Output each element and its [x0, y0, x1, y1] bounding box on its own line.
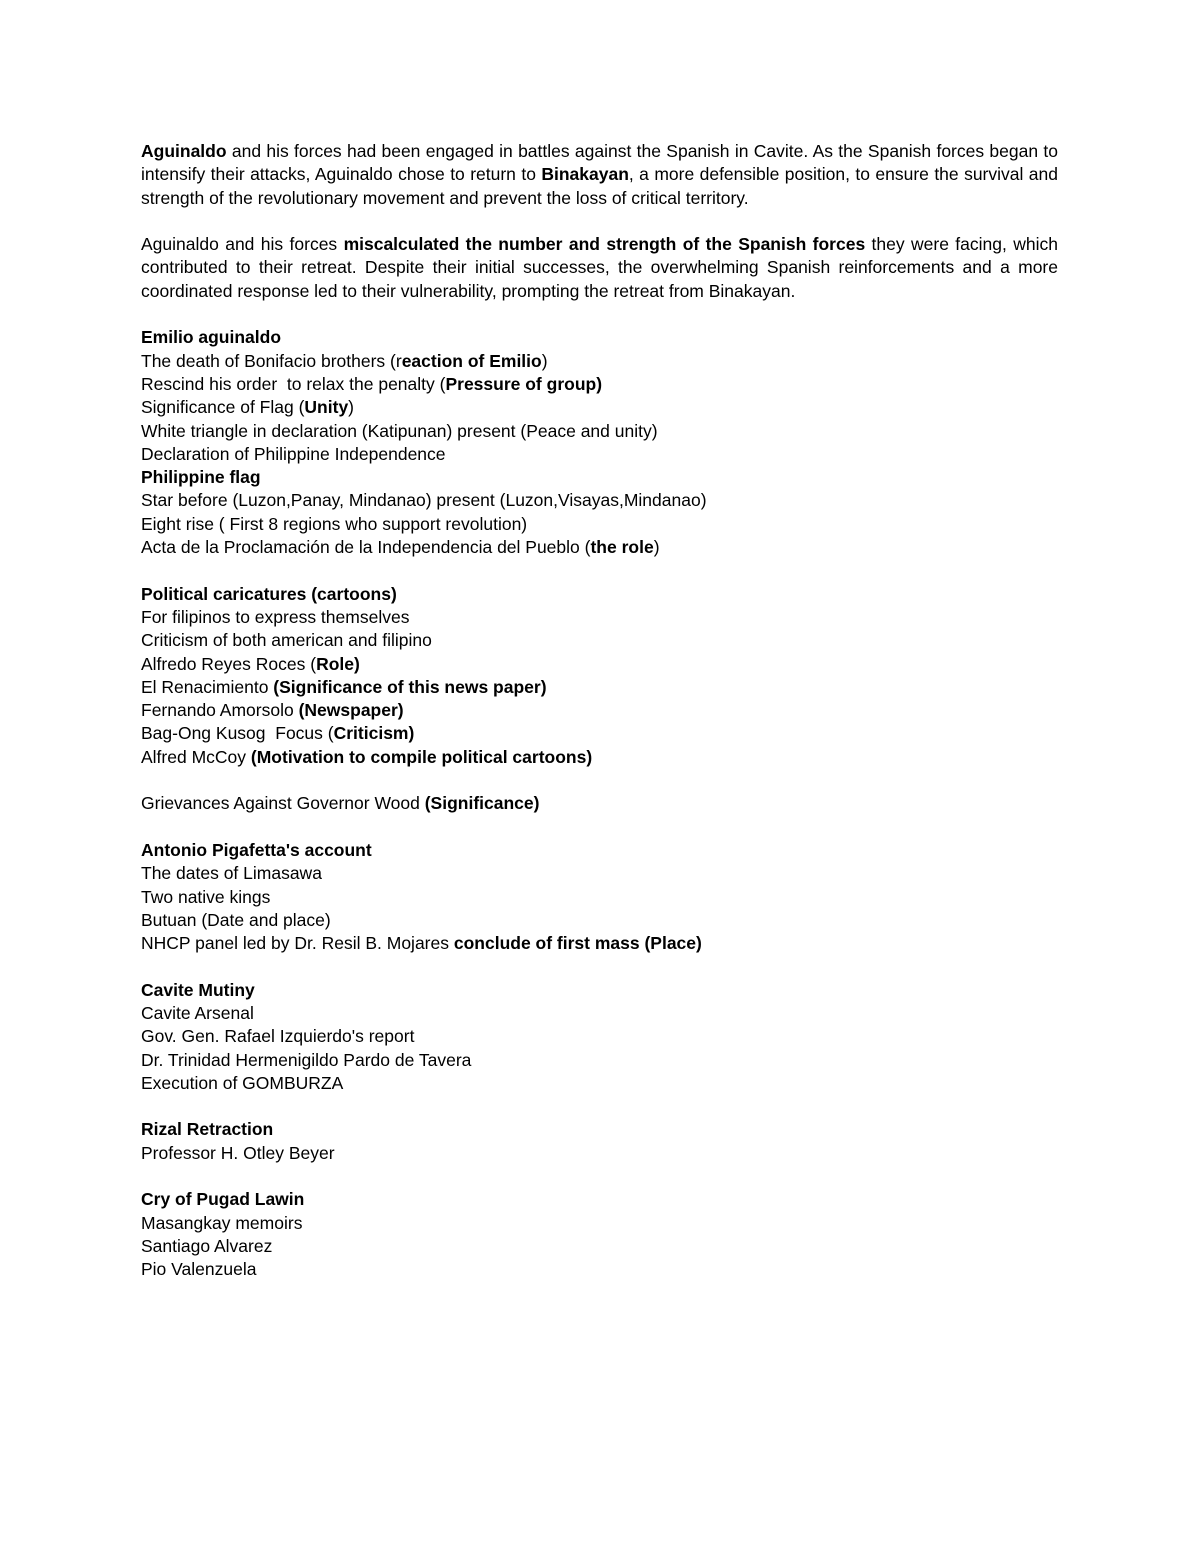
section-heading: Cavite Mutiny [141, 979, 255, 1000]
section-heading: Emilio aguinaldo [141, 327, 282, 348]
blank-line [141, 816, 1058, 839]
list-item: NHCP panel led by Dr. Resil B. Mojares conclude of first mass (Place) [141, 933, 702, 954]
paragraph-line [141, 280, 1058, 303]
list-item: The death of Bonifacio brothers (reaction of Emilio) [141, 350, 548, 371]
blank-line [141, 769, 1058, 792]
section-heading: Philippine flag [141, 467, 261, 488]
list-item: Significance of Flag (Unity) [141, 397, 354, 418]
section-political-caricatures [141, 583, 1058, 769]
section-governor-wood [141, 792, 1058, 815]
list-item: Fernando Amorsolo (Newspaper) [141, 700, 404, 721]
section-cavite-mutiny [141, 979, 1058, 1095]
paragraph-line [141, 233, 1058, 256]
document-page [141, 140, 1058, 1282]
text: and his forces had been engaged in battles against the Spanish in Cavite. As the Spanish forces began to [226, 141, 1058, 161]
text: coordinated response led to their vulnerability, prompting the retreat from Binakayan. [141, 280, 796, 301]
text: intensify their attacks, Aguinaldo chose to return to [141, 164, 542, 185]
text: Aguinaldo and his forces [141, 234, 344, 255]
list-item: Bag-Ong Kusog Focus (Criticism) [141, 723, 415, 744]
section-cry-of-pugad-lawin [141, 1188, 1058, 1281]
list-item: Santiago Alvarez [141, 1235, 273, 1256]
blank-line [141, 955, 1058, 978]
list-item: For filipinos to express themselves [141, 606, 410, 627]
list-item: Cavite Arsenal [141, 1002, 254, 1023]
list-item: Alfredo Reyes Roces (Role) [141, 653, 360, 674]
section-philippine-flag [141, 466, 1058, 559]
blank-line [141, 559, 1058, 582]
section-heading: Cry of Pugad Lawin [141, 1189, 305, 1210]
list-item: Eight rise ( First 8 regions who support revolution) [141, 513, 528, 534]
list-item: Acta de la Proclamación de la Independencia del Pueblo (the role) [141, 537, 660, 558]
text: they were facing, which [865, 234, 1058, 255]
section-emilio-aguinaldo [141, 326, 1058, 466]
list-item: Execution of GOMBURZA [141, 1072, 344, 1093]
blank-line [141, 1095, 1058, 1118]
list-item: El Renacimiento (Significance of this news paper) [141, 676, 547, 697]
list-item: Masangkay memoirs [141, 1212, 303, 1233]
blank-line [141, 1165, 1058, 1188]
list-item: Grievances Against Governor Wood (Significance) [141, 793, 540, 814]
section-heading: Antonio Pigafetta's account [141, 839, 372, 860]
text: strength of the revolutionary movement and prevent the loss of critical territory. [141, 187, 749, 208]
paragraph-aguinaldo-retreat [141, 233, 1058, 303]
list-item: Two native kings [141, 886, 271, 907]
text: , a more defensible position, to ensure the survival and [628, 164, 1058, 185]
list-item: Declaration of Philippine Independence [141, 443, 446, 464]
bold-text: Aguinaldo [141, 141, 227, 161]
section-pigafetta-account [141, 839, 1058, 955]
paragraph-line [141, 140, 1058, 163]
text: contributed to their retreat. Despite their initial successes, the overwhelming Spanish reinforcements and a more [141, 257, 1058, 278]
paragraph-line [141, 256, 1058, 279]
list-item: Alfred McCoy (Motivation to compile political cartoons) [141, 746, 593, 767]
bold-text: miscalculated the number and strength of the Spanish forces [343, 234, 866, 255]
list-item: White triangle in declaration (Katipunan) present (Peace and unity) [141, 420, 658, 441]
section-heading: Rizal Retraction [141, 1119, 274, 1140]
section-rizal-retraction [141, 1118, 1058, 1165]
bold-text: Binakayan [541, 164, 629, 185]
paragraph-line [141, 163, 1058, 186]
section-heading: Political caricatures (cartoons) [141, 583, 397, 604]
paragraph-line [141, 187, 1058, 210]
list-item: Star before (Luzon,Panay, Mindanao) present (Luzon,Visayas,Mindanao) [141, 490, 707, 511]
list-item: Professor H. Otley Beyer [141, 1142, 335, 1163]
list-item: Criticism of both american and filipino [141, 630, 432, 651]
paragraph-aguinaldo-battles [141, 140, 1058, 210]
list-item: Dr. Trinidad Hermenigildo Pardo de Tavera [141, 1049, 472, 1070]
list-item: Pio Valenzuela [141, 1259, 257, 1280]
list-item: Butuan (Date and place) [141, 909, 331, 930]
list-item: Rescind his order to relax the penalty (Pressure of group) [141, 373, 603, 394]
list-item: Gov. Gen. Rafael Izquierdo's report [141, 1026, 415, 1047]
list-item: The dates of Limasawa [141, 863, 322, 884]
